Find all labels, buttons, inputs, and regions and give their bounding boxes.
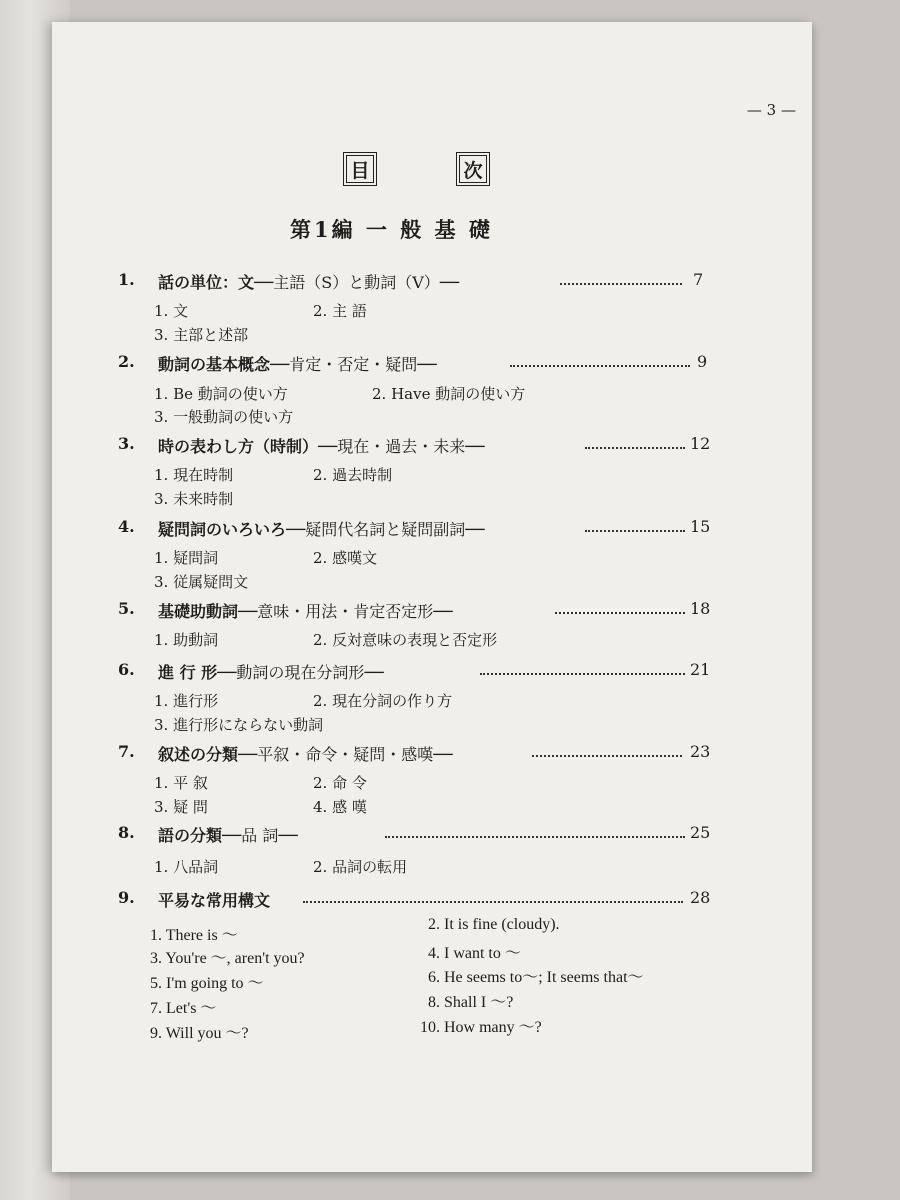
section-item: 7. Let's ～ [150, 1000, 217, 1017]
section-item: 2. Have 動詞の使い方 [372, 385, 526, 403]
chapter-number: 7. [118, 742, 135, 761]
section-item: 2. 反対意味の表現と否定形 [313, 631, 498, 649]
section-item: 5. I'm going to ～ [150, 975, 264, 992]
chapter-page: 9 [697, 352, 708, 371]
chapter-heading: 基礎助動詞──意味・用法・肯定否定形── [158, 602, 453, 621]
section-item: 1. 進行形 [154, 692, 219, 710]
part-title: 第1編 一 般 基 礎 [290, 217, 493, 242]
section-item: 3. You're ～, aren't you? [150, 950, 305, 967]
section-item: 3. 主部と述部 [154, 326, 249, 344]
chapter-page: 7 [693, 270, 704, 289]
section-item: 3. 進行形にならない動詞 [154, 716, 324, 734]
section-item: 10. How many ～? [420, 1019, 542, 1036]
chapter-page: 21 [690, 660, 711, 679]
section-item: 6. He seems to～; It seems that～ [428, 969, 644, 986]
toc-title-char-2: 次 [456, 152, 490, 186]
section-item: 3. 未来時制 [154, 490, 234, 508]
section-item: 1. There is ～ [150, 927, 238, 944]
section-item: 1. 疑問詞 [154, 549, 219, 567]
dot-leader [585, 528, 685, 532]
chapter-number: 5. [118, 599, 135, 618]
chapter-number: 3. [118, 434, 135, 453]
dot-leader [303, 899, 683, 903]
dot-leader [585, 445, 685, 449]
chapter-number: 9. [118, 888, 135, 907]
chapter-heading: 疑問詞のいろいろ──疑問代名詞と疑問副詞── [158, 520, 485, 539]
chapter-heading: 話の単位：文──主語（S）と動詞（V）── [158, 273, 460, 292]
dot-leader [555, 610, 685, 614]
section-item: 9. Will you ～? [150, 1025, 249, 1042]
chapter-heading: 進 行 形──動詞の現在分詞形── [158, 663, 384, 682]
section-item: 1. 文 [154, 302, 189, 320]
dot-leader [480, 671, 685, 675]
dot-leader [510, 363, 690, 367]
section-item: 1. Be 動詞の使い方 [154, 385, 288, 403]
dot-leader [560, 281, 682, 285]
chapter-heading: 語の分類──品 詞── [158, 826, 298, 845]
section-item: 1. 八品詞 [154, 858, 219, 876]
section-item: 2. 感嘆文 [313, 549, 378, 567]
section-item: 2. 現在分詞の作り方 [313, 692, 453, 710]
section-item: 2. 過去時制 [313, 466, 393, 484]
section-item: 1. 現在時制 [154, 466, 234, 484]
section-item: 2. 品詞の転用 [313, 858, 408, 876]
chapter-number: 6. [118, 660, 135, 679]
section-item: 4. 感 嘆 [313, 798, 367, 816]
chapter-heading: 動詞の基本概念──肯定・否定・疑問── [158, 355, 437, 374]
chapter-number: 4. [118, 517, 135, 536]
chapter-number: 1. [118, 270, 135, 289]
chapter-page: 18 [690, 599, 711, 618]
chapter-heading: 叙述の分類──平叙・命令・疑問・感嘆── [158, 745, 453, 764]
chapter-heading: 時の表わし方（時制）──現在・過去・未来── [158, 437, 485, 456]
chapter-page: 15 [690, 517, 711, 536]
section-item: 1. 助動詞 [154, 631, 219, 649]
section-item: 2. 主 語 [313, 302, 367, 320]
toc-title-char-1: 目 [343, 152, 377, 186]
section-item: 4. I want to ～ [428, 945, 521, 962]
chapter-page: 25 [690, 823, 711, 842]
section-item: 3. 一般動詞の使い方 [154, 408, 294, 426]
section-item: 2. 命 令 [313, 774, 367, 792]
chapter-number: 8. [118, 823, 135, 842]
page-number: — 3 — [746, 101, 796, 119]
section-item: 1. 平 叙 [154, 774, 208, 792]
chapter-page: 12 [690, 434, 711, 453]
chapter-number: 2. [118, 352, 135, 371]
chapter-heading: 平易な常用構文 [158, 891, 271, 910]
section-item: 3. 従属疑問文 [154, 573, 249, 591]
dot-leader [532, 753, 682, 757]
chapter-page: 23 [690, 742, 711, 761]
dot-leader [385, 834, 685, 838]
section-item: 8. Shall I ～? [428, 994, 514, 1011]
section-item: 3. 疑 問 [154, 798, 208, 816]
section-item: 2. It is fine (cloudy). [428, 916, 560, 933]
chapter-page: 28 [690, 888, 711, 907]
